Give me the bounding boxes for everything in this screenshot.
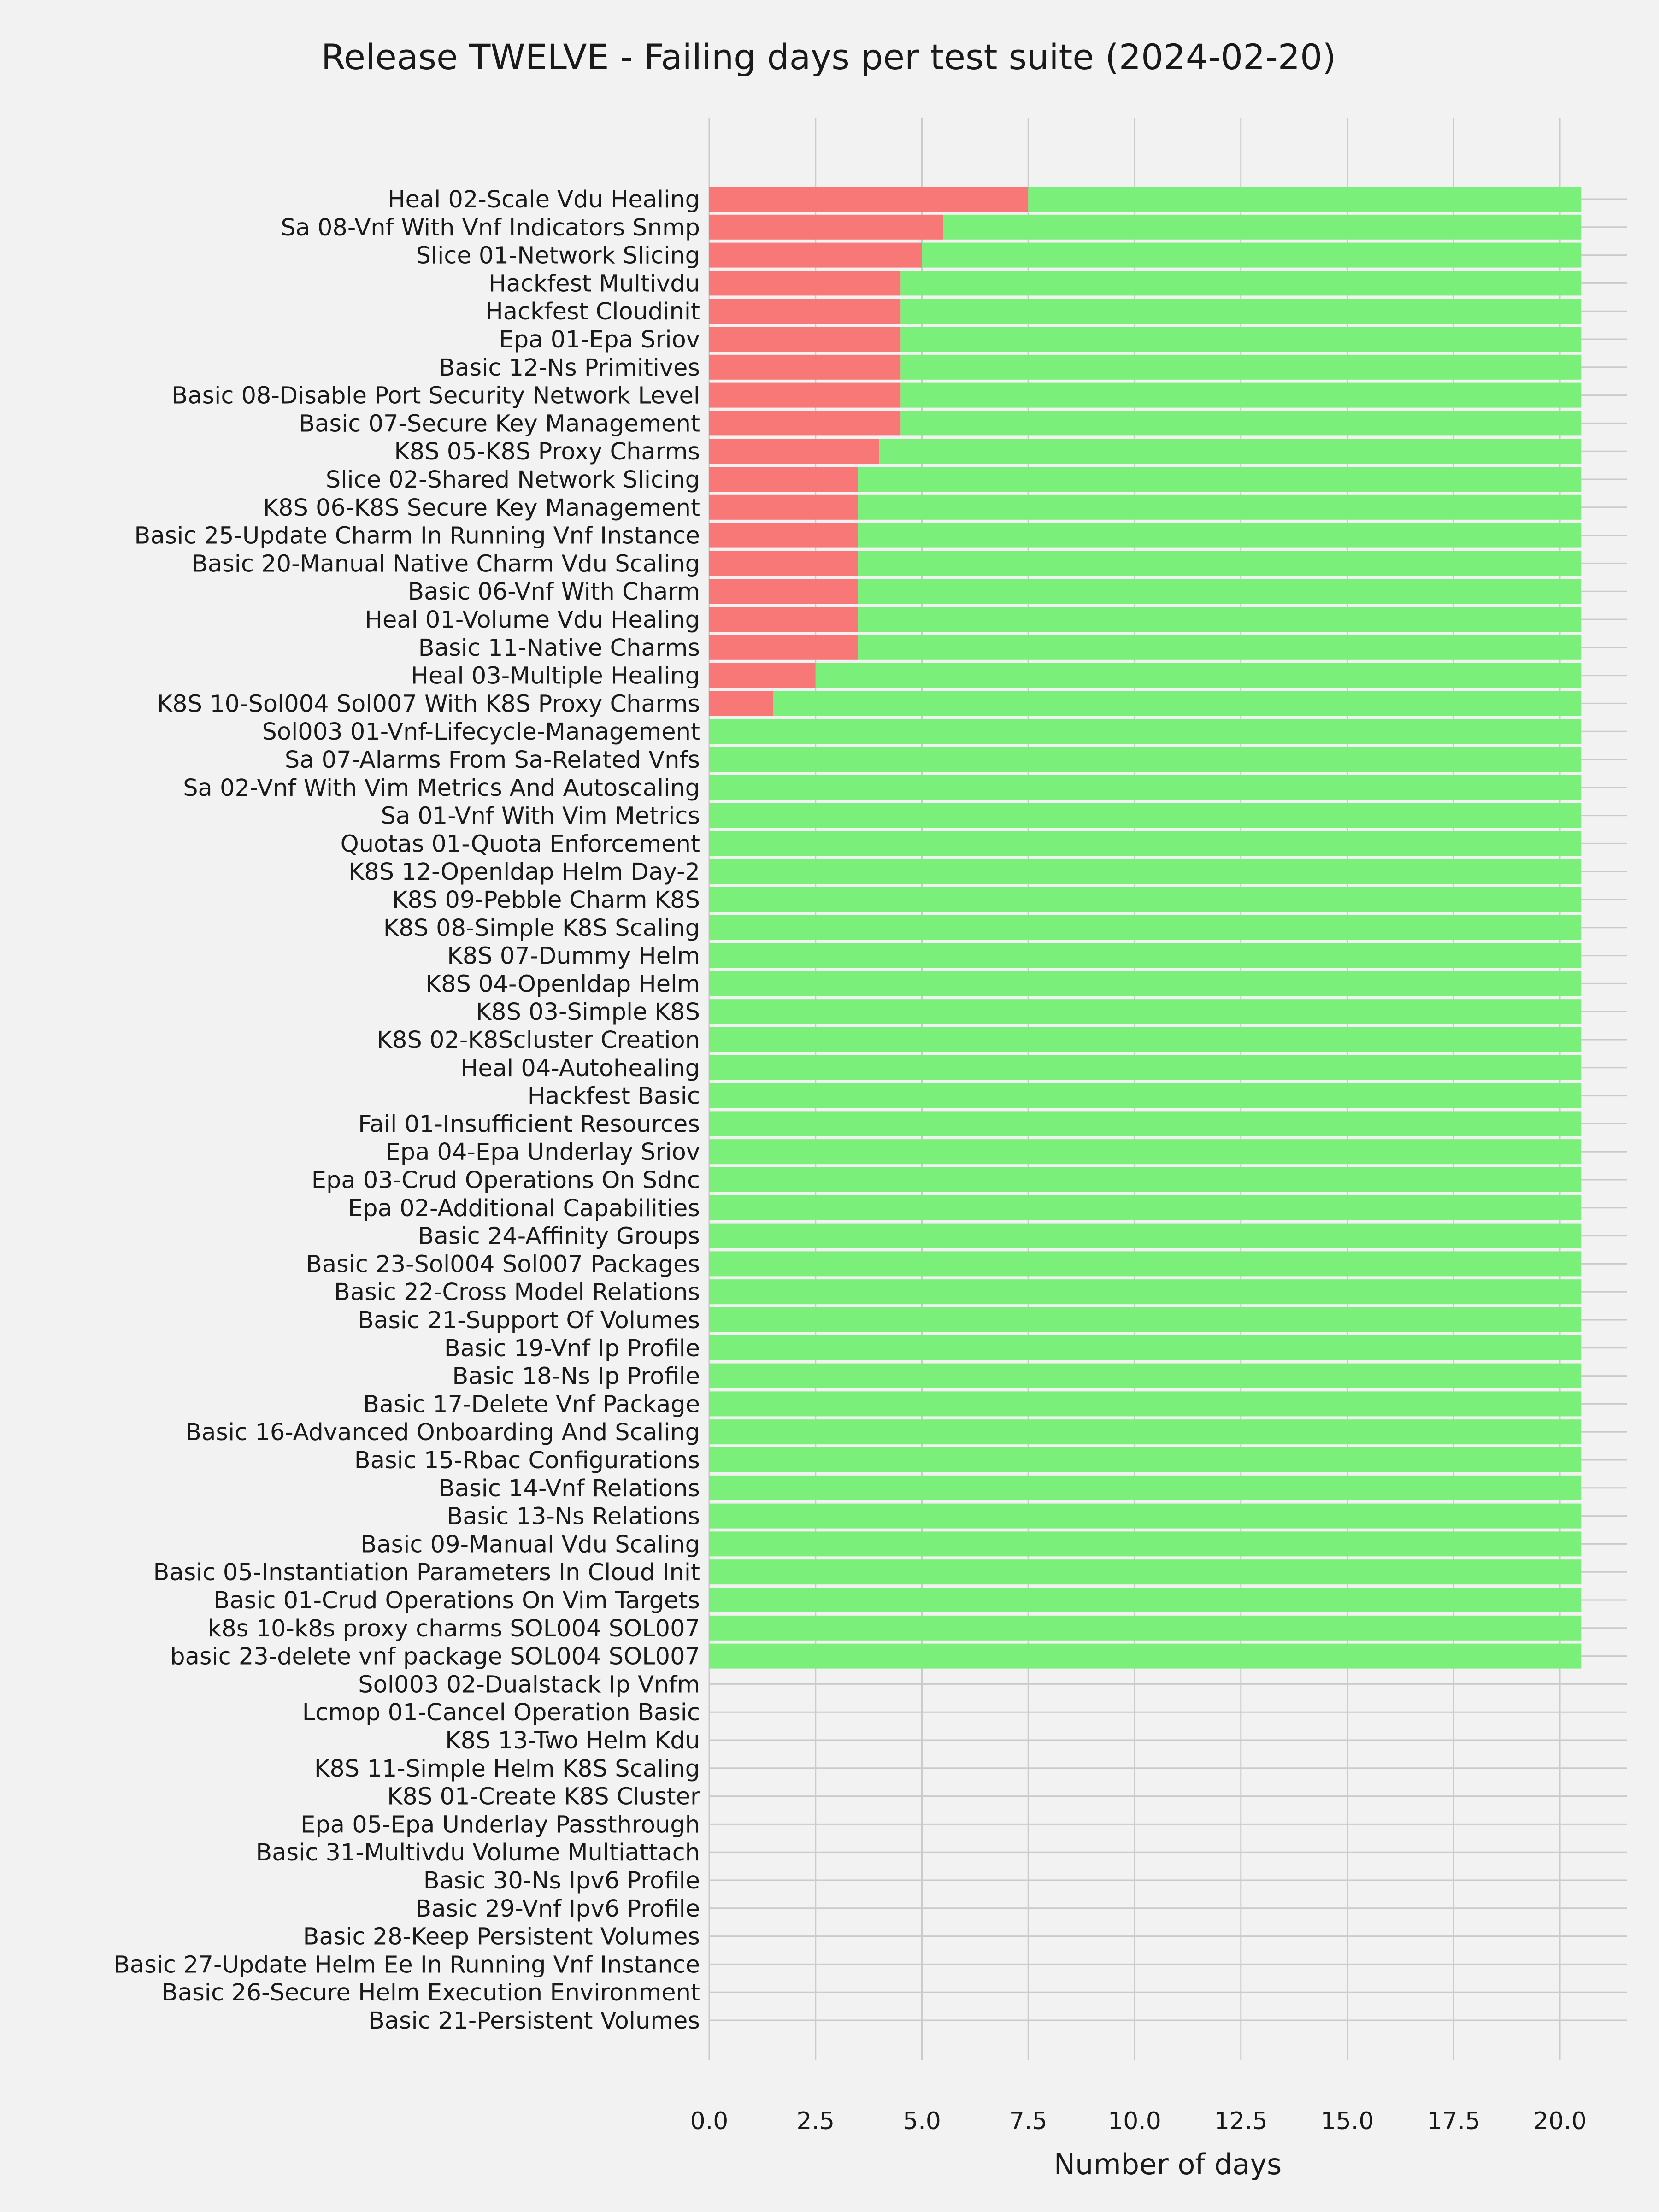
bar-failing <box>709 467 858 492</box>
bar-passing <box>709 719 1581 744</box>
category-label: Epa 04-Epa Underlay Sriov <box>385 1139 700 1166</box>
category-label: Basic 05-Instantiation Parameters In Cloud Init <box>153 1559 700 1587</box>
category-label: Basic 13-Ns Relations <box>447 1503 700 1530</box>
bar-passing <box>858 495 1581 520</box>
bar-failing <box>709 271 900 295</box>
category-label: Fail 01-Insufficient Resources <box>358 1111 700 1138</box>
bar-failing <box>709 215 943 240</box>
bar-passing <box>900 327 1581 352</box>
category-label: Basic 24-Affinity Groups <box>418 1223 700 1250</box>
bar-failing <box>709 495 858 520</box>
bar-failing <box>709 327 900 352</box>
x-tick-label: 15.0 <box>1320 2107 1374 2135</box>
category-label: K8S 13-Two Helm Kdu <box>445 1727 700 1754</box>
bar-failing <box>709 243 922 268</box>
category-label: Hackfest Multivdu <box>488 270 700 298</box>
category-label: Basic 21-Support Of Volumes <box>358 1307 700 1334</box>
bar-passing <box>709 1531 1581 1556</box>
bar-passing <box>709 1447 1581 1472</box>
x-tick-label: 2.5 <box>796 2107 835 2135</box>
bar-passing <box>900 383 1581 408</box>
category-label: Basic 08-Disable Port Security Network Level <box>171 382 700 410</box>
category-label: Sa 02-Vnf With Vim Metrics And Autoscaling <box>183 774 700 802</box>
bar-passing <box>709 1419 1581 1444</box>
bar-passing <box>773 691 1581 716</box>
bar-failing <box>709 299 900 324</box>
bar-passing <box>943 215 1581 240</box>
bar-passing <box>858 607 1581 632</box>
category-label: K8S 08-Simple K8S Scaling <box>383 914 700 942</box>
bar-failing <box>709 411 900 435</box>
category-label: Heal 02-Scale Vdu Healing <box>388 186 700 213</box>
category-label: K8S 12-Openldap Helm Day-2 <box>348 859 700 886</box>
category-label: Heal 04-Autohealing <box>460 1054 700 1082</box>
bar-failing <box>709 355 900 380</box>
bar-passing <box>709 887 1581 912</box>
category-label: Basic 18-Ns Ip Profile <box>452 1363 700 1390</box>
x-tick-label: 10.0 <box>1108 2107 1161 2135</box>
category-label: Basic 31-Multivdu Volume Multiattach <box>256 1839 700 1867</box>
category-label: Heal 01-Volume Vdu Healing <box>365 606 700 634</box>
bar-passing <box>709 943 1581 968</box>
bar-passing <box>900 355 1581 380</box>
bar-passing <box>709 999 1581 1024</box>
bar-passing <box>709 1111 1581 1136</box>
category-label: Basic 07-Secure Key Management <box>299 410 700 438</box>
category-label: Basic 28-Keep Persistent Volumes <box>303 1923 700 1951</box>
category-label: Basic 21-Persistent Volumes <box>368 2007 700 2035</box>
category-label: Heal 03-Multiple Healing <box>411 662 700 690</box>
category-label: Sol003 01-Vnf-Lifecycle-Management <box>262 718 700 746</box>
bar-passing <box>709 1195 1581 1220</box>
category-label: Basic 25-Update Charm In Running Vnf Instance <box>134 522 700 550</box>
bar-passing <box>709 1279 1581 1304</box>
category-label: Basic 16-Advanced Onboarding And Scaling <box>185 1419 700 1447</box>
category-label: Hackfest Basic <box>527 1082 700 1110</box>
bar-failing <box>709 691 773 716</box>
category-label: Sa 07-Alarms From Sa-Related Vnfs <box>284 747 700 774</box>
chart-title: Release TWELVE - Failing days per test suite (2024-02-20) <box>321 36 1336 77</box>
category-label: K8S 11-Simple Helm K8S Scaling <box>314 1755 700 1783</box>
bar-passing <box>709 1588 1581 1612</box>
x-tick-labels <box>690 2107 1587 2135</box>
category-label: K8S 06-K8S Secure Key Management <box>263 494 700 522</box>
bar-passing <box>709 1559 1581 1584</box>
x-tick-label: 7.5 <box>1009 2107 1047 2135</box>
bar-passing <box>858 523 1581 548</box>
category-label: Epa 01-Epa Sriov <box>499 326 700 353</box>
bar-failing <box>709 187 1028 212</box>
x-tick-label: 20.0 <box>1533 2107 1587 2135</box>
x-tick-label: 5.0 <box>903 2107 941 2135</box>
bar-failing <box>709 607 858 632</box>
bar-passing <box>709 1644 1581 1669</box>
category-label: K8S 09-Pebble Charm K8S <box>392 887 700 914</box>
category-label: Basic 01-Crud Operations On Vim Targets <box>213 1587 700 1614</box>
bar-passing <box>709 803 1581 828</box>
category-label: Sa 01-Vnf With Vim Metrics <box>381 802 700 830</box>
bar-passing <box>709 747 1581 772</box>
bar-passing <box>709 1251 1581 1276</box>
bar-passing <box>709 915 1581 940</box>
bar-passing <box>709 1364 1581 1388</box>
category-label: Basic 17-Delete Vnf Package <box>363 1391 700 1418</box>
x-axis-label: Number of days <box>1053 2147 1282 2181</box>
bar-passing <box>922 243 1582 268</box>
category-label: Sol003 02-Dualstack Ip Vnfm <box>358 1671 700 1699</box>
category-label: Slice 01-Network Slicing <box>416 242 700 270</box>
bar-passing <box>709 1504 1581 1529</box>
bar-passing <box>709 1055 1581 1080</box>
category-label: Basic 11-Native Charms <box>418 634 700 662</box>
category-label: Sa 08-Vnf With Vnf Indicators Snmp <box>281 214 700 241</box>
category-label: Basic 15-Rbac Configurations <box>354 1447 700 1474</box>
bar-passing <box>900 271 1581 295</box>
bar-passing <box>816 663 1581 688</box>
bar-failing <box>709 551 858 576</box>
bar-failing <box>709 663 816 688</box>
category-label: Basic 19-Vnf Ip Profile <box>444 1335 700 1362</box>
bar-failing <box>709 523 858 548</box>
bar-passing <box>709 1139 1581 1164</box>
bar-passing <box>900 411 1581 435</box>
category-label: K8S 04-Openldap Helm <box>425 971 700 998</box>
category-label: Slice 02-Shared Network Slicing <box>325 466 700 494</box>
bar-passing <box>879 439 1581 464</box>
bar-failing <box>709 579 858 604</box>
category-label: K8S 10-Sol004 Sol007 With K8S Proxy Charms <box>157 690 700 718</box>
bar-passing <box>858 551 1581 576</box>
category-label: K8S 07-Dummy Helm <box>447 942 700 970</box>
bar-passing <box>709 1476 1581 1500</box>
category-label: Quotas 01-Quota Enforcement <box>340 830 700 858</box>
bar-failing <box>709 439 879 464</box>
category-label: Basic 29-Vnf Ipv6 Profile <box>415 1895 700 1923</box>
bar-passing <box>709 971 1581 996</box>
bar-passing <box>1028 187 1581 212</box>
category-label: Hackfest Cloudinit <box>485 298 700 326</box>
category-label: Basic 30-Ns Ipv6 Profile <box>423 1867 700 1894</box>
bar-passing <box>709 1335 1581 1360</box>
category-label: K8S 01-Create K8S Cluster <box>387 1783 700 1811</box>
category-label: Basic 14-Vnf Relations <box>438 1475 700 1502</box>
category-label: K8S 05-K8S Proxy Charms <box>394 438 700 466</box>
bar-passing <box>858 467 1581 492</box>
bar-passing <box>709 1167 1581 1192</box>
bar-passing <box>709 1224 1581 1248</box>
bar-passing <box>709 775 1581 800</box>
x-tick-label: 12.5 <box>1214 2107 1268 2135</box>
bar-passing <box>709 1083 1581 1108</box>
category-label: Basic 23-Sol004 Sol007 Packages <box>306 1251 700 1278</box>
bar-passing <box>709 1391 1581 1416</box>
category-label: Basic 22-Cross Model Relations <box>334 1279 700 1306</box>
bar-passing <box>709 831 1581 856</box>
bar-failing <box>709 383 900 408</box>
bar-passing <box>900 299 1581 324</box>
bar-passing <box>709 1307 1581 1332</box>
bar-failing <box>709 635 858 660</box>
category-label: Epa 02-Additional Capabilities <box>348 1194 700 1222</box>
category-label: Basic 12-Ns Primitives <box>439 354 700 382</box>
category-label: Epa 03-Crud Operations On Sdnc <box>311 1167 700 1194</box>
category-label: Basic 26-Secure Helm Execution Environment <box>162 1979 700 2007</box>
category-label: basic 23-delete vnf package SOL004 SOL007 <box>170 1643 700 1671</box>
category-label: Epa 05-Epa Underlay Passthrough <box>300 1811 700 1839</box>
category-label: Basic 06-Vnf With Charm <box>408 578 700 606</box>
bar-passing <box>709 859 1581 884</box>
category-label: K8S 02-K8Scluster Creation <box>377 1027 700 1054</box>
x-tick-label: 17.5 <box>1427 2107 1481 2135</box>
x-tick-label: 0.0 <box>690 2107 729 2135</box>
category-label: Lcmop 01-Cancel Operation Basic <box>302 1699 700 1727</box>
category-label: K8S 03-Simple K8S <box>476 999 700 1026</box>
bar-passing <box>858 635 1581 660</box>
category-label: Basic 20-Manual Native Charm Vdu Scaling <box>191 550 700 578</box>
bar-passing <box>858 579 1581 604</box>
bar-passing <box>709 1027 1581 1052</box>
category-label: Basic 27-Update Helm Ee In Running Vnf Instance <box>113 1951 700 1979</box>
category-label: Basic 09-Manual Vdu Scaling <box>360 1531 700 1559</box>
bar-passing <box>709 1616 1581 1641</box>
category-label: k8s 10-k8s proxy charms SOL004 SOL007 <box>207 1615 700 1642</box>
